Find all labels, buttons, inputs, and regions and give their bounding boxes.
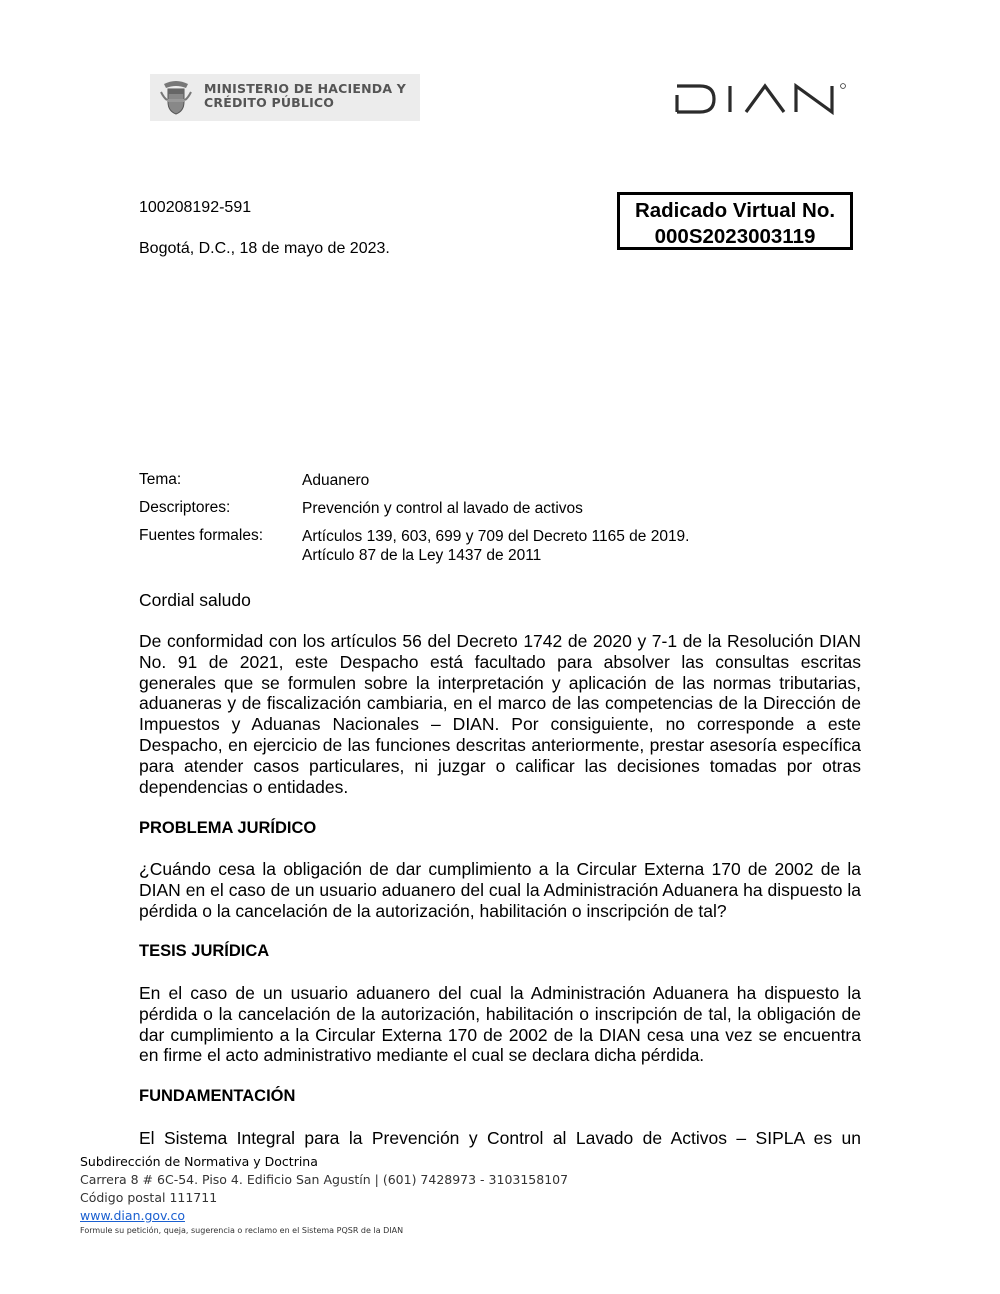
tesis-heading: TESIS JURÍDICA <box>139 942 270 960</box>
ministry-line-1: MINISTERIO DE HACIENDA Y <box>204 81 407 96</box>
fuentes-value <box>302 527 690 565</box>
salutation: Cordial saludo <box>139 590 251 610</box>
fuentes-value-line-1: Artículos 139, 603, 699 y 709 del Decreto 1165 de 2019. <box>302 528 690 545</box>
ministry-name <box>204 82 406 110</box>
tesis-text: En el caso de un usuario aduanero del cual la Administración Aduanera ha dispuesto la pérdida o la cancelación de la autorización, habilitación o inscripción de tal, la obligación de dar cumplimiento a la Circular Externa 170 de 2002 de la DIAN cesa una vez se encuentra en firme el acto administrativo mediante el cual se declara dicha pérdida. <box>139 983 861 1066</box>
page-footer <box>80 1153 568 1237</box>
coat-of-arms-icon <box>158 78 194 117</box>
footer-website-link[interactable]: www.dian.gov.co <box>80 1208 185 1223</box>
radicado-number: 000S2023003119 <box>654 225 816 248</box>
radicado-box <box>617 192 853 250</box>
footer-pqsr: Formule su petición, queja, sugerencia o reclamo en el Sistema PQSR de la DIAN <box>80 1226 404 1235</box>
radicado-label: Radicado Virtual No. <box>634 199 836 222</box>
ministry-line-2: CRÉDITO PÚBLICO <box>204 95 335 110</box>
descriptores-label: Descriptores: <box>139 499 231 516</box>
fuentes-value-line-2: Artículo 87 de la Ley 1437 de 2011 <box>302 547 542 564</box>
reference-number: 100208192-591 <box>139 199 252 216</box>
tema-label: Tema: <box>139 471 182 488</box>
footer-postal: Código postal 111711 <box>80 1190 218 1205</box>
date-line: Bogotá, D.C., 18 de mayo de 2023. <box>139 240 390 257</box>
ministry-logo <box>150 74 420 121</box>
footer-office: Subdirección de Normativa y Doctrina <box>80 1154 318 1169</box>
dian-logo <box>672 80 852 118</box>
footer-address: Carrera 8 # 6C-54. Piso 4. Edificio San Agustín | (601) 7428973 - 3103158107 <box>80 1172 569 1187</box>
problema-heading: PROBLEMA JURÍDICO <box>139 819 317 837</box>
fundamentacion-heading: FUNDAMENTACIÓN <box>139 1087 296 1105</box>
intro-paragraph: De conformidad con los artículos 56 del Decreto 1742 de 2020 y 7-1 de la Resolución DIAN No. 91 de 2021, este Despacho está facultado para absolver las consultas escritas generales que se formulen sobre la interpretación y aplicación de las normas tributarias, aduaneras y de fiscalización cambiaria, en el marco de las competencias de la Dirección de Impuestos y Aduanas Nacionales – DIAN. Por consiguiente, no corresponde a este Despacho, en ejercicio de las funciones descritas anteriormente, prestar asesoría específica para atender casos particulares, ni juzgar o calificar las decisiones tomadas por otras dependencias o entidades. <box>139 631 861 797</box>
fuentes-label: Fuentes formales: <box>139 527 264 544</box>
fundamentacion-first-line: El Sistema Integral para la Prevención y Control al Lavado de Activos – SIPLA es un <box>139 1128 861 1148</box>
problema-text: ¿Cuándo cesa la obligación de dar cumplimiento a la Circular Externa 170 de 2002 de la DIAN en el caso de un usuario aduanero del cual la Administración Aduanera ha dispuesto la pérdida o la cancelación de la autorización, habilitación o inscripción de tal? <box>139 859 861 921</box>
tema-value: Aduanero <box>302 472 370 489</box>
descriptores-value: Prevención y control al lavado de activos <box>302 500 583 517</box>
